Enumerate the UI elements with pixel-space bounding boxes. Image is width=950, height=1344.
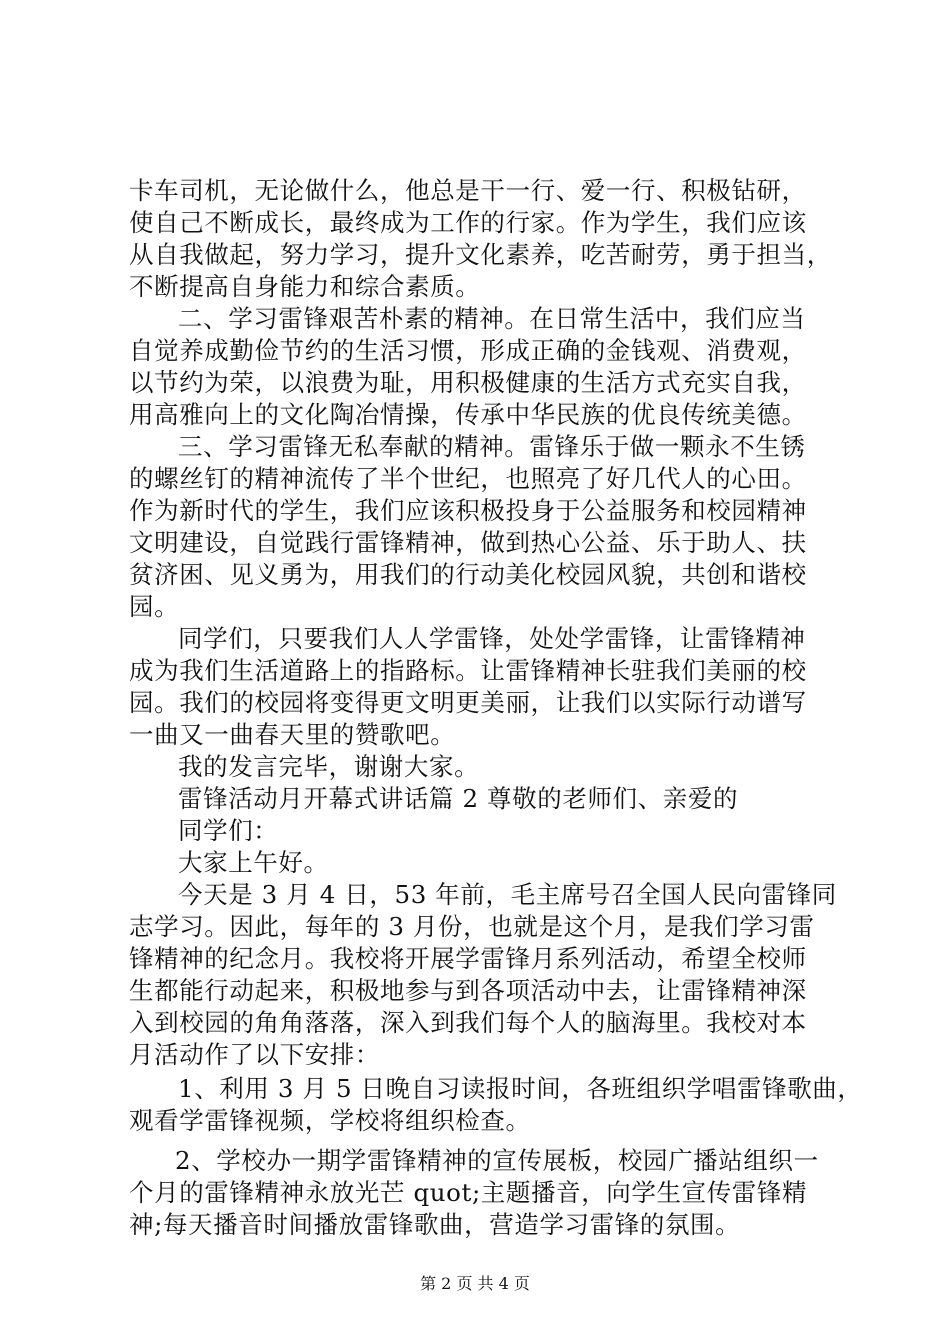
text-line: 以节约为荣，以浪费为耻，用积极健康的生活方式充实自我， xyxy=(129,368,807,397)
list-item-line: 2、学校办一期学雷锋精神的宣传展板，校园广播站组织一 xyxy=(175,1146,819,1175)
text-line: 一曲又一曲春天里的赞歌吧。 xyxy=(129,720,456,749)
text-line: 生都能行动起来，积极地参与到各项活动中去，让雷锋精神深 xyxy=(129,976,807,1005)
paragraph-start-line: 三、学习雷锋无私奉献的精神。雷锋乐于做一颗永不生锈 xyxy=(178,432,806,461)
text-line: 从自我做起，努力学习，提升文化素养，吃苦耐劳，勇于担当， xyxy=(129,240,832,269)
text-line: 园。我们的校园将变得更文明更美丽，让我们以实际行动谱写 xyxy=(129,688,807,717)
greeting-line: 大家上午好。 xyxy=(178,848,329,877)
text-line: 贫济困、见义勇为，用我们的行动美化校园风貌，共创和谐校 xyxy=(129,560,807,589)
text-line: 不断提高自身能力和综合素质。 xyxy=(129,272,481,301)
closing-line: 我的发言完毕，谢谢大家。 xyxy=(178,752,480,781)
text-line: 入到校园的角角落落，深入到我们每个人的脑海里。我校对本 xyxy=(129,1008,807,1037)
text-line: 作为新时代的学生，我们应该积极投身于公益服务和校园精神 xyxy=(129,496,807,525)
list-item-line: 1、利用 3 月 5 日晚自习读报时间，各班组织学唱雷锋歌曲， xyxy=(178,1074,863,1103)
paragraph-start-line: 二、学习雷锋艰苦朴素的精神。在日常生活中，我们应当 xyxy=(178,304,806,333)
text-line: 成为我们生活道路上的指路标。让雷锋精神长驻我们美丽的校 xyxy=(129,656,807,685)
section-title-line: 雷锋活动月开幕式讲话篇 2 尊敬的老师们、亲爱的 xyxy=(178,784,739,813)
paragraph-start-line: 今天是 3 月 4 日，53 年前，毛主席号召全国人民向雷锋同 xyxy=(178,880,837,909)
text-line: 志学习。因此，每年的 3 月份，也就是这个月，是我们学习雷 xyxy=(129,912,815,941)
text-line: 的螺丝钉的精神流传了半个世纪，也照亮了好几代人的心田。 xyxy=(129,464,807,493)
text-line: 月活动作了以下安排： xyxy=(129,1040,380,1069)
text-line: 自觉养成勤俭节约的生活习惯，形成正确的金钱观、消费观， xyxy=(129,336,807,365)
text-line: 文明建设，自觉践行雷锋精神，做到热心公益、乐于助人、扶 xyxy=(129,528,807,557)
text-line: 园。 xyxy=(129,592,180,621)
page-number-footer: 第 2 页 共 4 页 xyxy=(420,1274,530,1293)
text-line: 个月的雷锋精神永放光芒 quot;主题播音，向学生宣传雷锋精 xyxy=(129,1178,808,1207)
text-line: 使自己不断成长，最终成为工作的行家。作为学生，我们应该 xyxy=(129,208,807,237)
text-line: 卡车司机，无论做什么，他总是干一行、爱一行、积极钻研， xyxy=(129,176,807,205)
text-line: 锋精神的纪念月。我校将开展学雷锋月系列活动，希望全校师 xyxy=(129,944,807,973)
salutation-line: 同学们： xyxy=(178,816,279,845)
text-line: 神;每天播音时间播放雷锋歌曲，营造学习雷锋的氛围。 xyxy=(129,1210,741,1239)
text-line: 观看学雷锋视频，学校将组织检查。 xyxy=(129,1106,531,1135)
text-line: 用高雅向上的文化陶冶情操，传承中华民族的优良传统美德。 xyxy=(129,400,807,429)
paragraph-start-line: 同学们，只要我们人人学雷锋，处处学雷锋，让雷锋精神 xyxy=(178,624,806,653)
